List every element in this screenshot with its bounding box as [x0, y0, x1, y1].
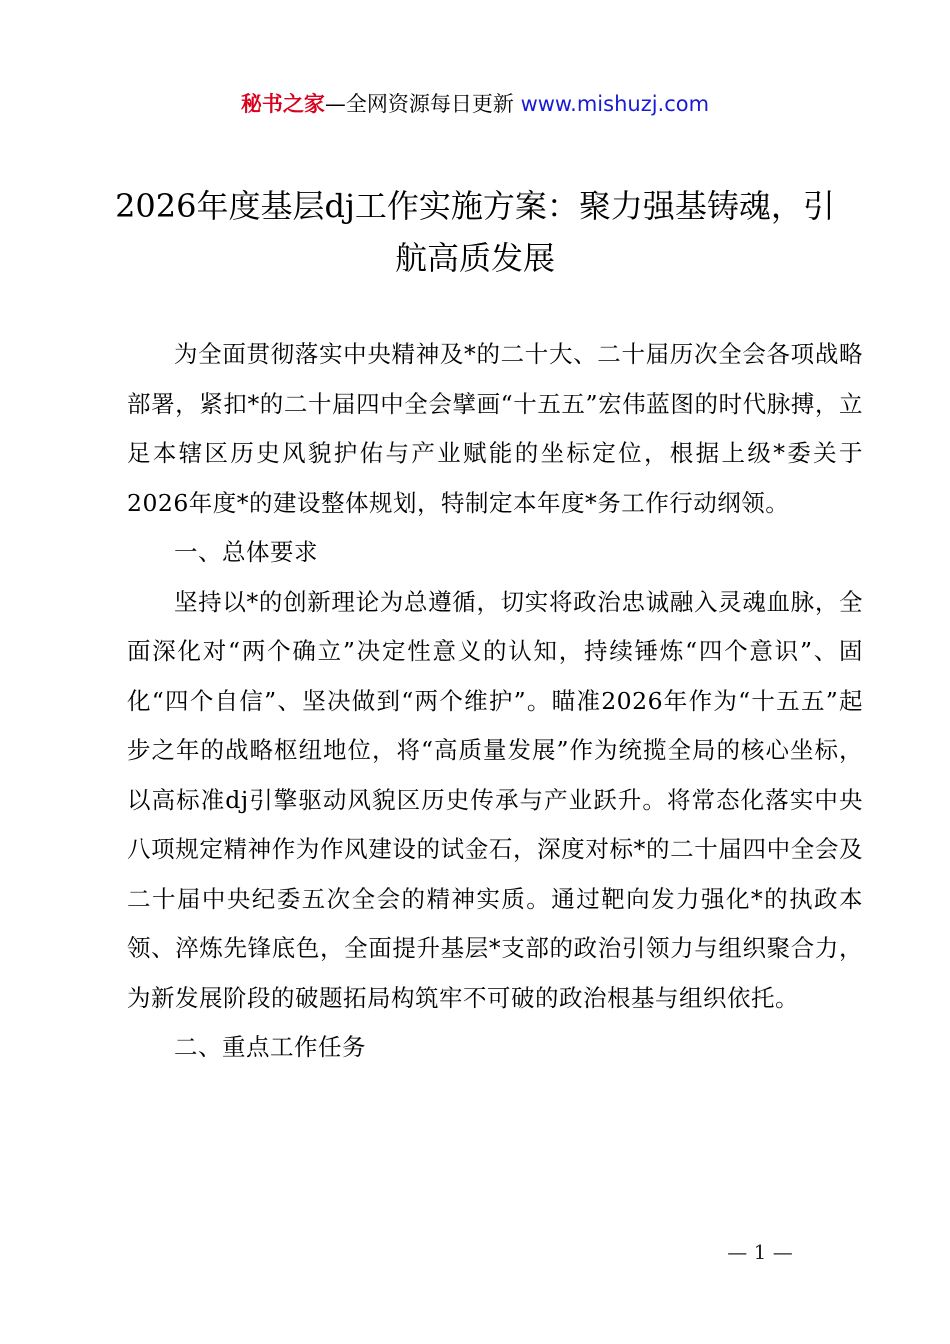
document-body: [127, 330, 863, 1073]
page-number: — 1 —: [727, 1240, 793, 1264]
document-title: 2026年度基层dj工作实施方案：聚力强基铸魂，引航高质发展: [115, 187, 835, 277]
header-tagline: —全网资源每日更新: [324, 92, 521, 116]
section-heading-2: 二、重点工作任务: [174, 1033, 366, 1061]
intro-paragraph: 为全面贯彻落实中央精神及*的二十大、二十届历次全会各项战略部署，紧扣*的二十届四中全会擘画“十五五”宏伟蓝图的时代脉搏，立足本辖区历史风貌护佑与产业赋能的坐标定位，根据上级*委关于2026年度*的建设整体规划，特制定本年度*务工作行动纲领。: [127, 340, 863, 517]
section-1-paragraph: 坚持以*的创新理论为总遵循，切实将政治忠诚融入灵魂血脉，全面深化对“两个确立”决定性意义的认知，持续锤炼“四个意识”、固化“四个自信”、坚决做到“两个维护”。瞄准2026年作为“十五五”起步之年的战略枢纽地位，将“高质量发展”作为统揽全局的核心坐标，以高标准dj引擎驱动风貌区历史传承与产业跃升。将常态化落实中央八项规定精神作为作风建设的试金石，深度对标*的二十届四中全会及二十届中央纪委五次全会的精神实质。通过靶向发力强化*的执政本领、淬炼先锋底色，全面提升基层*支部的政治引领力与组织聚合力，为新发展阶段的破题拓局构筑牢不可破的政治根基与组织依托。: [127, 587, 863, 1012]
brand-name: 秘书之家: [240, 92, 325, 116]
site-header: [0, 88, 950, 120]
section-heading-1: 一、总体要求: [174, 538, 318, 566]
site-url[interactable]: www.mishuzj.com: [520, 92, 710, 116]
